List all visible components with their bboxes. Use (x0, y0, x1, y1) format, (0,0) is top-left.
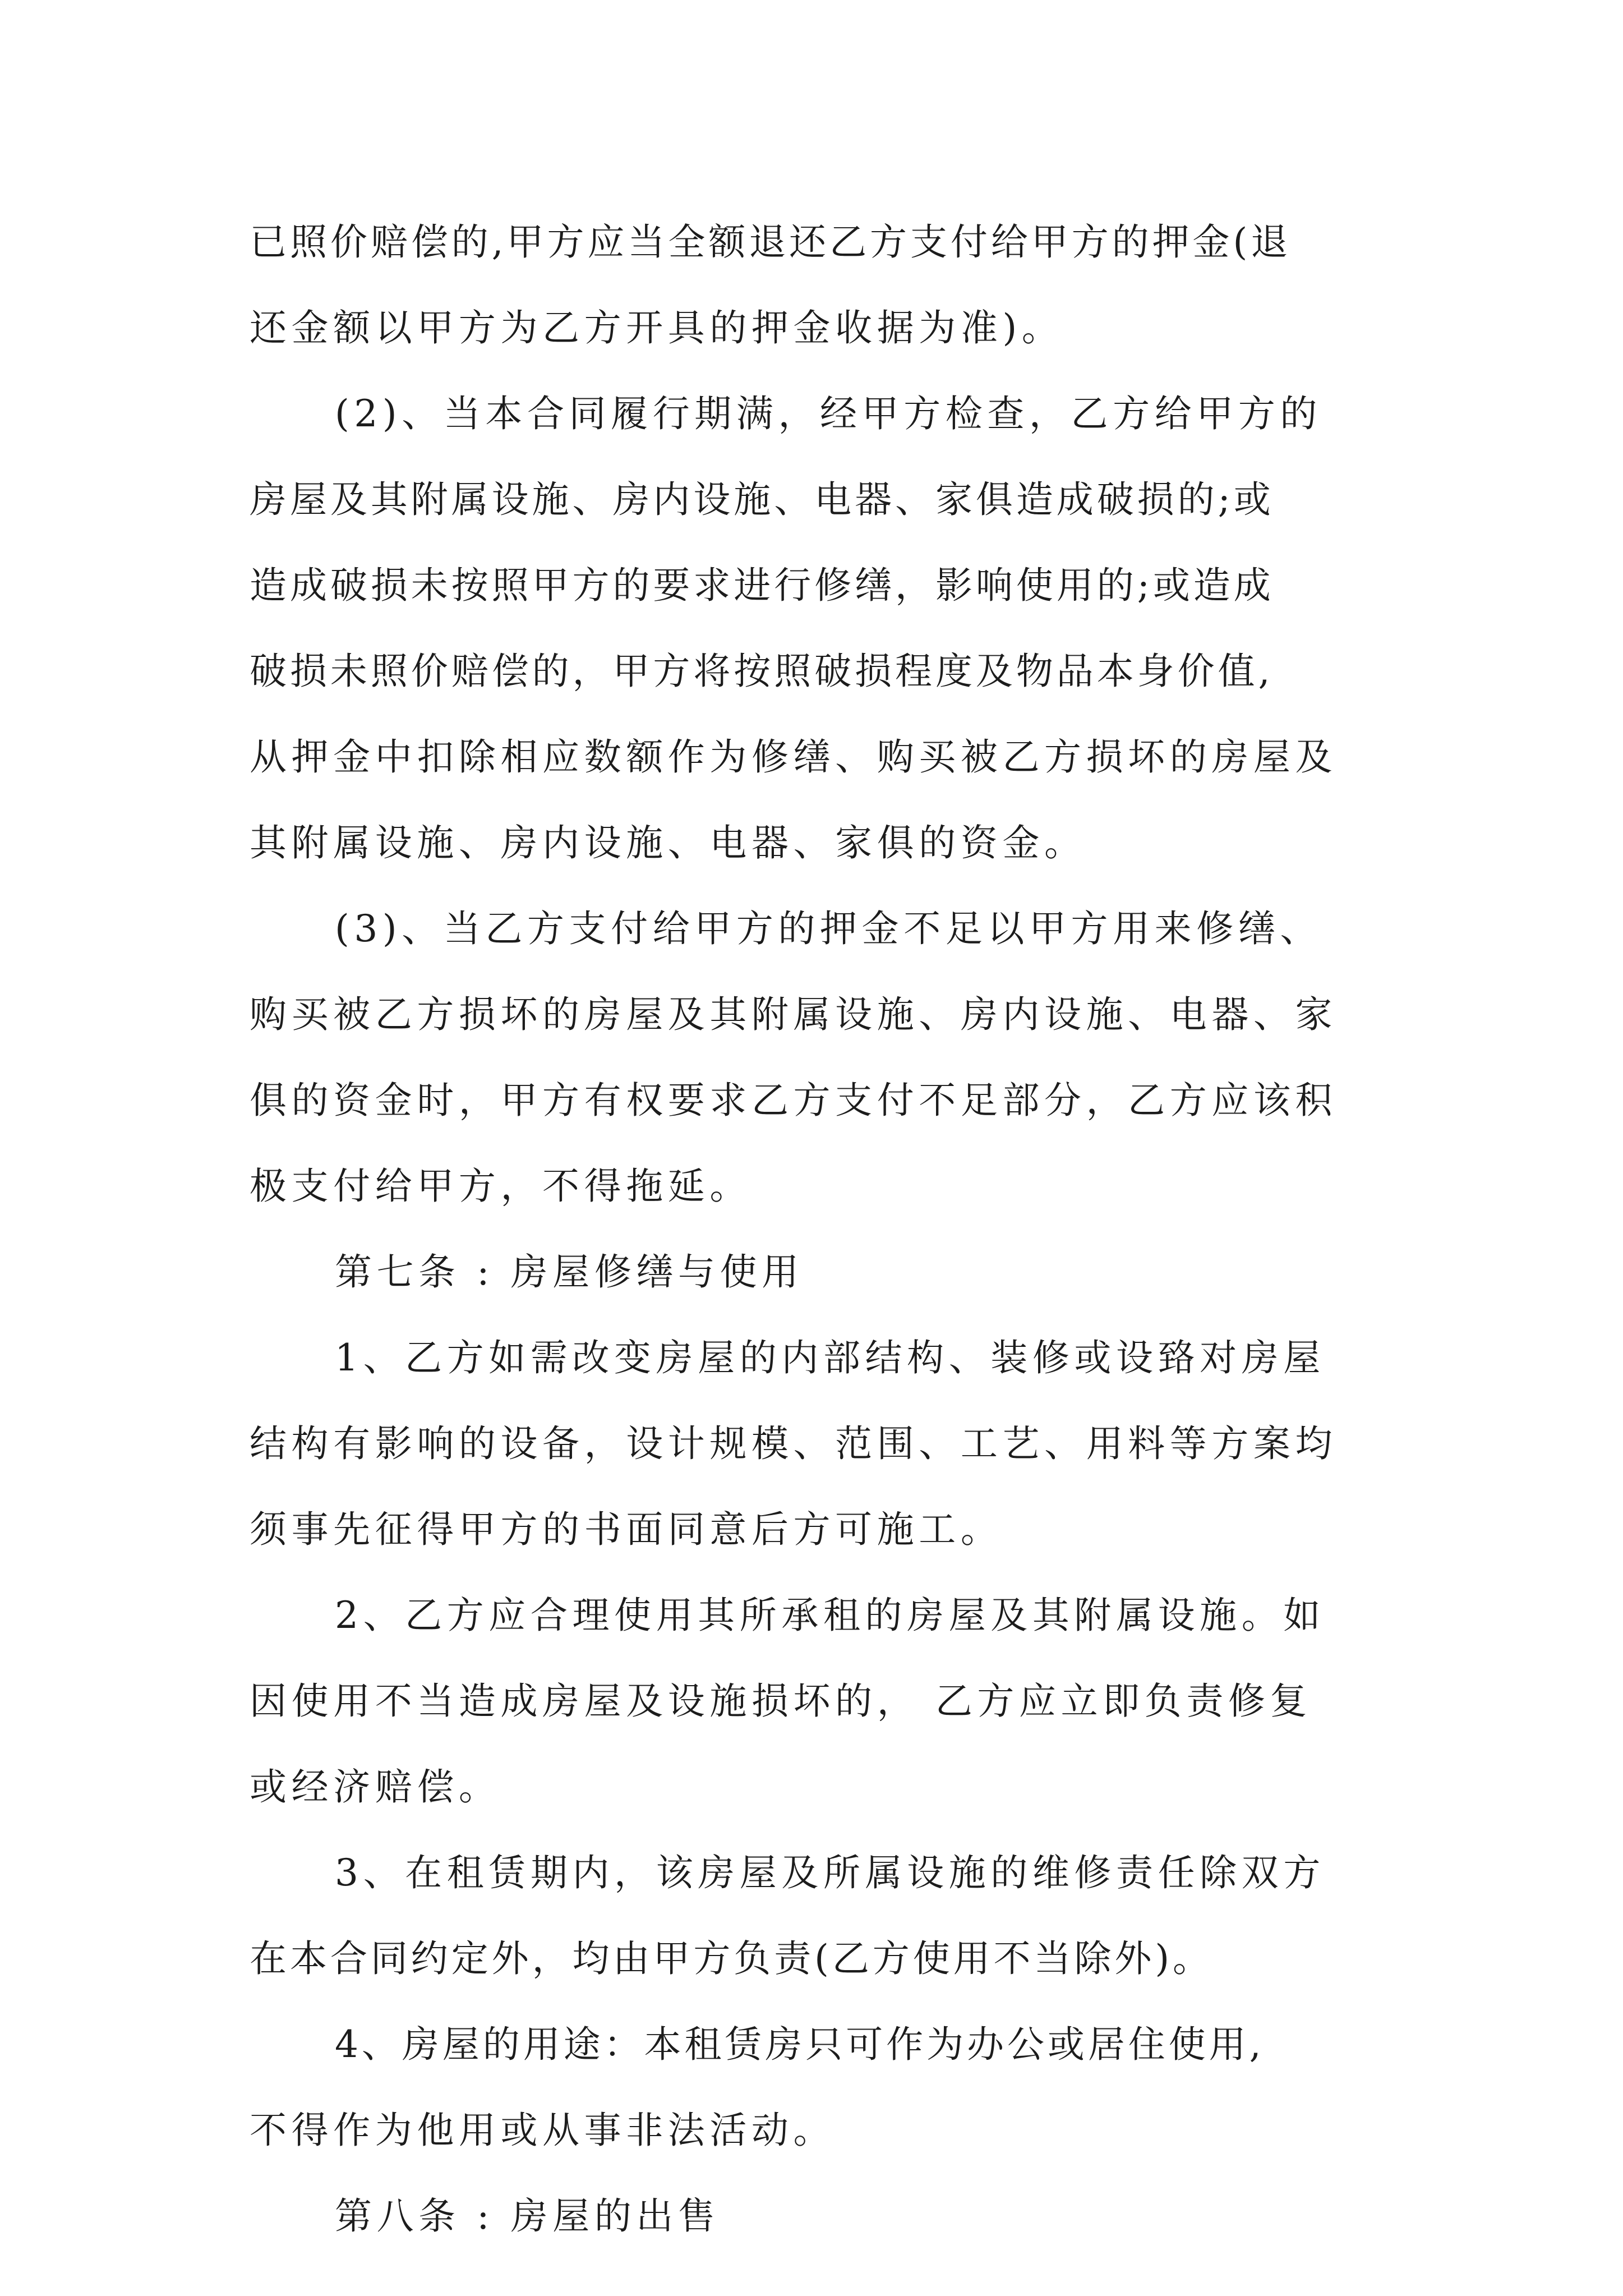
text-line: 结构有影响的设备，设计规模、范围、工艺、用料等方案均 (250, 1422, 1338, 1465)
text-line: (3)、当乙方支付给甲方的押金不足以甲方用来修缮、 (335, 907, 1322, 950)
text-line: 房屋及其附属设施、房内设施、电器、家俱造成破损的;或 (250, 478, 1274, 521)
section-heading: 第八条 : 房屋的出售 (335, 2194, 720, 2238)
text-line: 或经济赔偿。 (250, 1765, 501, 1809)
text-line: 造成破损未按照甲方的要求进行修缮，影响使用的;或造成 (250, 564, 1274, 607)
text-line: 还金额以甲方为乙方开具的押金收据为准)。 (250, 306, 1064, 349)
text-line: 1、乙方如需改变房屋的内部结构、装修或设臵对房屋 (335, 1336, 1325, 1379)
text-line: 须事先征得甲方的书面同意后方可施工。 (250, 1508, 1003, 1551)
text-line: 极支付给甲方，不得拖延。 (250, 1165, 751, 1208)
text-line: 购买被乙方损坏的房屋及其附属设施、房内设施、电器、家 (250, 993, 1338, 1036)
text-line: 4、房屋的用途：本租赁房只可作为办公或居住使用, (335, 2023, 1265, 2066)
text-line: 不得作为他用或从事非法活动。 (250, 2109, 836, 2152)
section-heading: 第七条 : 房屋修缮与使用 (335, 1250, 804, 1294)
text-line: 在本合同约定外，均由甲方负责(乙方使用不当除外)。 (250, 1937, 1213, 1980)
text-line: 已照价赔偿的,甲方应当全额退还乙方支付给甲方的押金(退 (250, 220, 1292, 264)
text-line: 其附属设施、房内设施、电器、家俱的资金。 (250, 821, 1086, 864)
text-line: 3、在租赁期内，该房屋及所属设施的维修责任除双方 (335, 1851, 1325, 1894)
text-line: 从押金中扣除相应数额作为修缮、购买被乙方损坏的房屋及 (250, 735, 1338, 779)
text-line: 俱的资金时，甲方有权要求乙方支付不足部分，乙方应该积 (250, 1079, 1338, 1122)
contract-text (250, 199, 1382, 2259)
text-line: 因使用不当造成房屋及设施损坏的， 乙方应立即负责修复 (250, 1680, 1312, 1723)
text-line: 破损未照价赔偿的，甲方将按照破损程度及物品本身价值, (250, 650, 1274, 693)
text-line: 2、乙方应合理使用其所承租的房屋及其附属设施。如 (335, 1594, 1325, 1637)
text-line: (2)、当本合同履行期满，经甲方检查，乙方给甲方的 (335, 392, 1322, 435)
